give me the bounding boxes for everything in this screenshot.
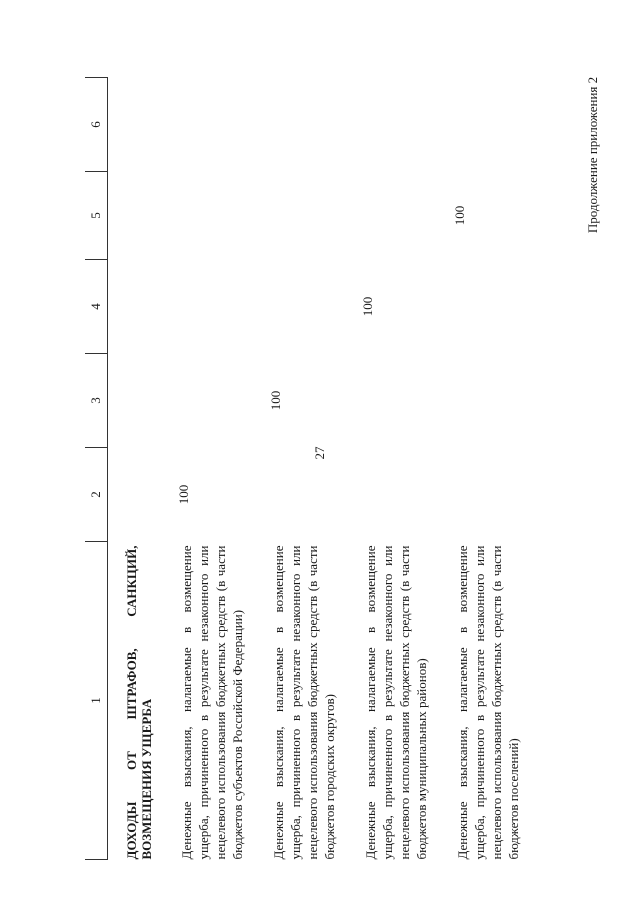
page-number: 27 bbox=[312, 446, 327, 460]
row-value: 100 bbox=[360, 296, 375, 317]
table-row bbox=[256, 78, 348, 860]
column-number-4: 4 bbox=[85, 260, 108, 354]
table-row bbox=[440, 78, 532, 860]
row-description: Денежные взыскания, налагаемые в возмещение ущерба, причиненного в результате незаконного или нецелевого использования бюджетных средств (в части бюджетов муниципальных районов) bbox=[363, 545, 429, 860]
rotated-table-sheet bbox=[85, 78, 630, 860]
column-number-6: 6 bbox=[85, 78, 108, 172]
column-number-5: 5 bbox=[85, 172, 108, 260]
row-description: Денежные взыскания, налагаемые в возмещение ущерба, причиненного в результате незаконного или нецелевого использования бюджетных средств (в части бюджетов поселений) bbox=[455, 545, 521, 860]
appendix-caption: Продолжение приложения 2 bbox=[585, 76, 600, 234]
column-number-row bbox=[85, 78, 108, 860]
table-row bbox=[164, 78, 256, 860]
row-value: 100 bbox=[452, 205, 467, 226]
row-description: Денежные взыскания, налагаемые в возмещение ущерба, причиненного в результате незаконного или нецелевого использования бюджетных средств (в части бюджетов городских округов) bbox=[271, 545, 337, 860]
row-value: 100 bbox=[176, 484, 191, 505]
column-number-1: 1 bbox=[85, 542, 108, 860]
budget-table bbox=[85, 77, 532, 860]
section-row bbox=[108, 78, 165, 860]
section-title: ДОХОДЫ ОТ ШТРАФОВ, САНКЦИЙ, ВОЗМЕЩЕНИЯ УЩЕРБА bbox=[124, 545, 154, 860]
table-row bbox=[348, 78, 440, 860]
column-number-2: 2 bbox=[85, 448, 108, 542]
row-value: 100 bbox=[268, 390, 283, 411]
row-description: Денежные взыскания, налагаемые в возмещение ущерба, причиненного в результате незаконного или нецелевого использования бюджетных средств (в части бюджетов субъектов Российской Федерации) bbox=[179, 545, 245, 860]
column-number-3: 3 bbox=[85, 354, 108, 448]
